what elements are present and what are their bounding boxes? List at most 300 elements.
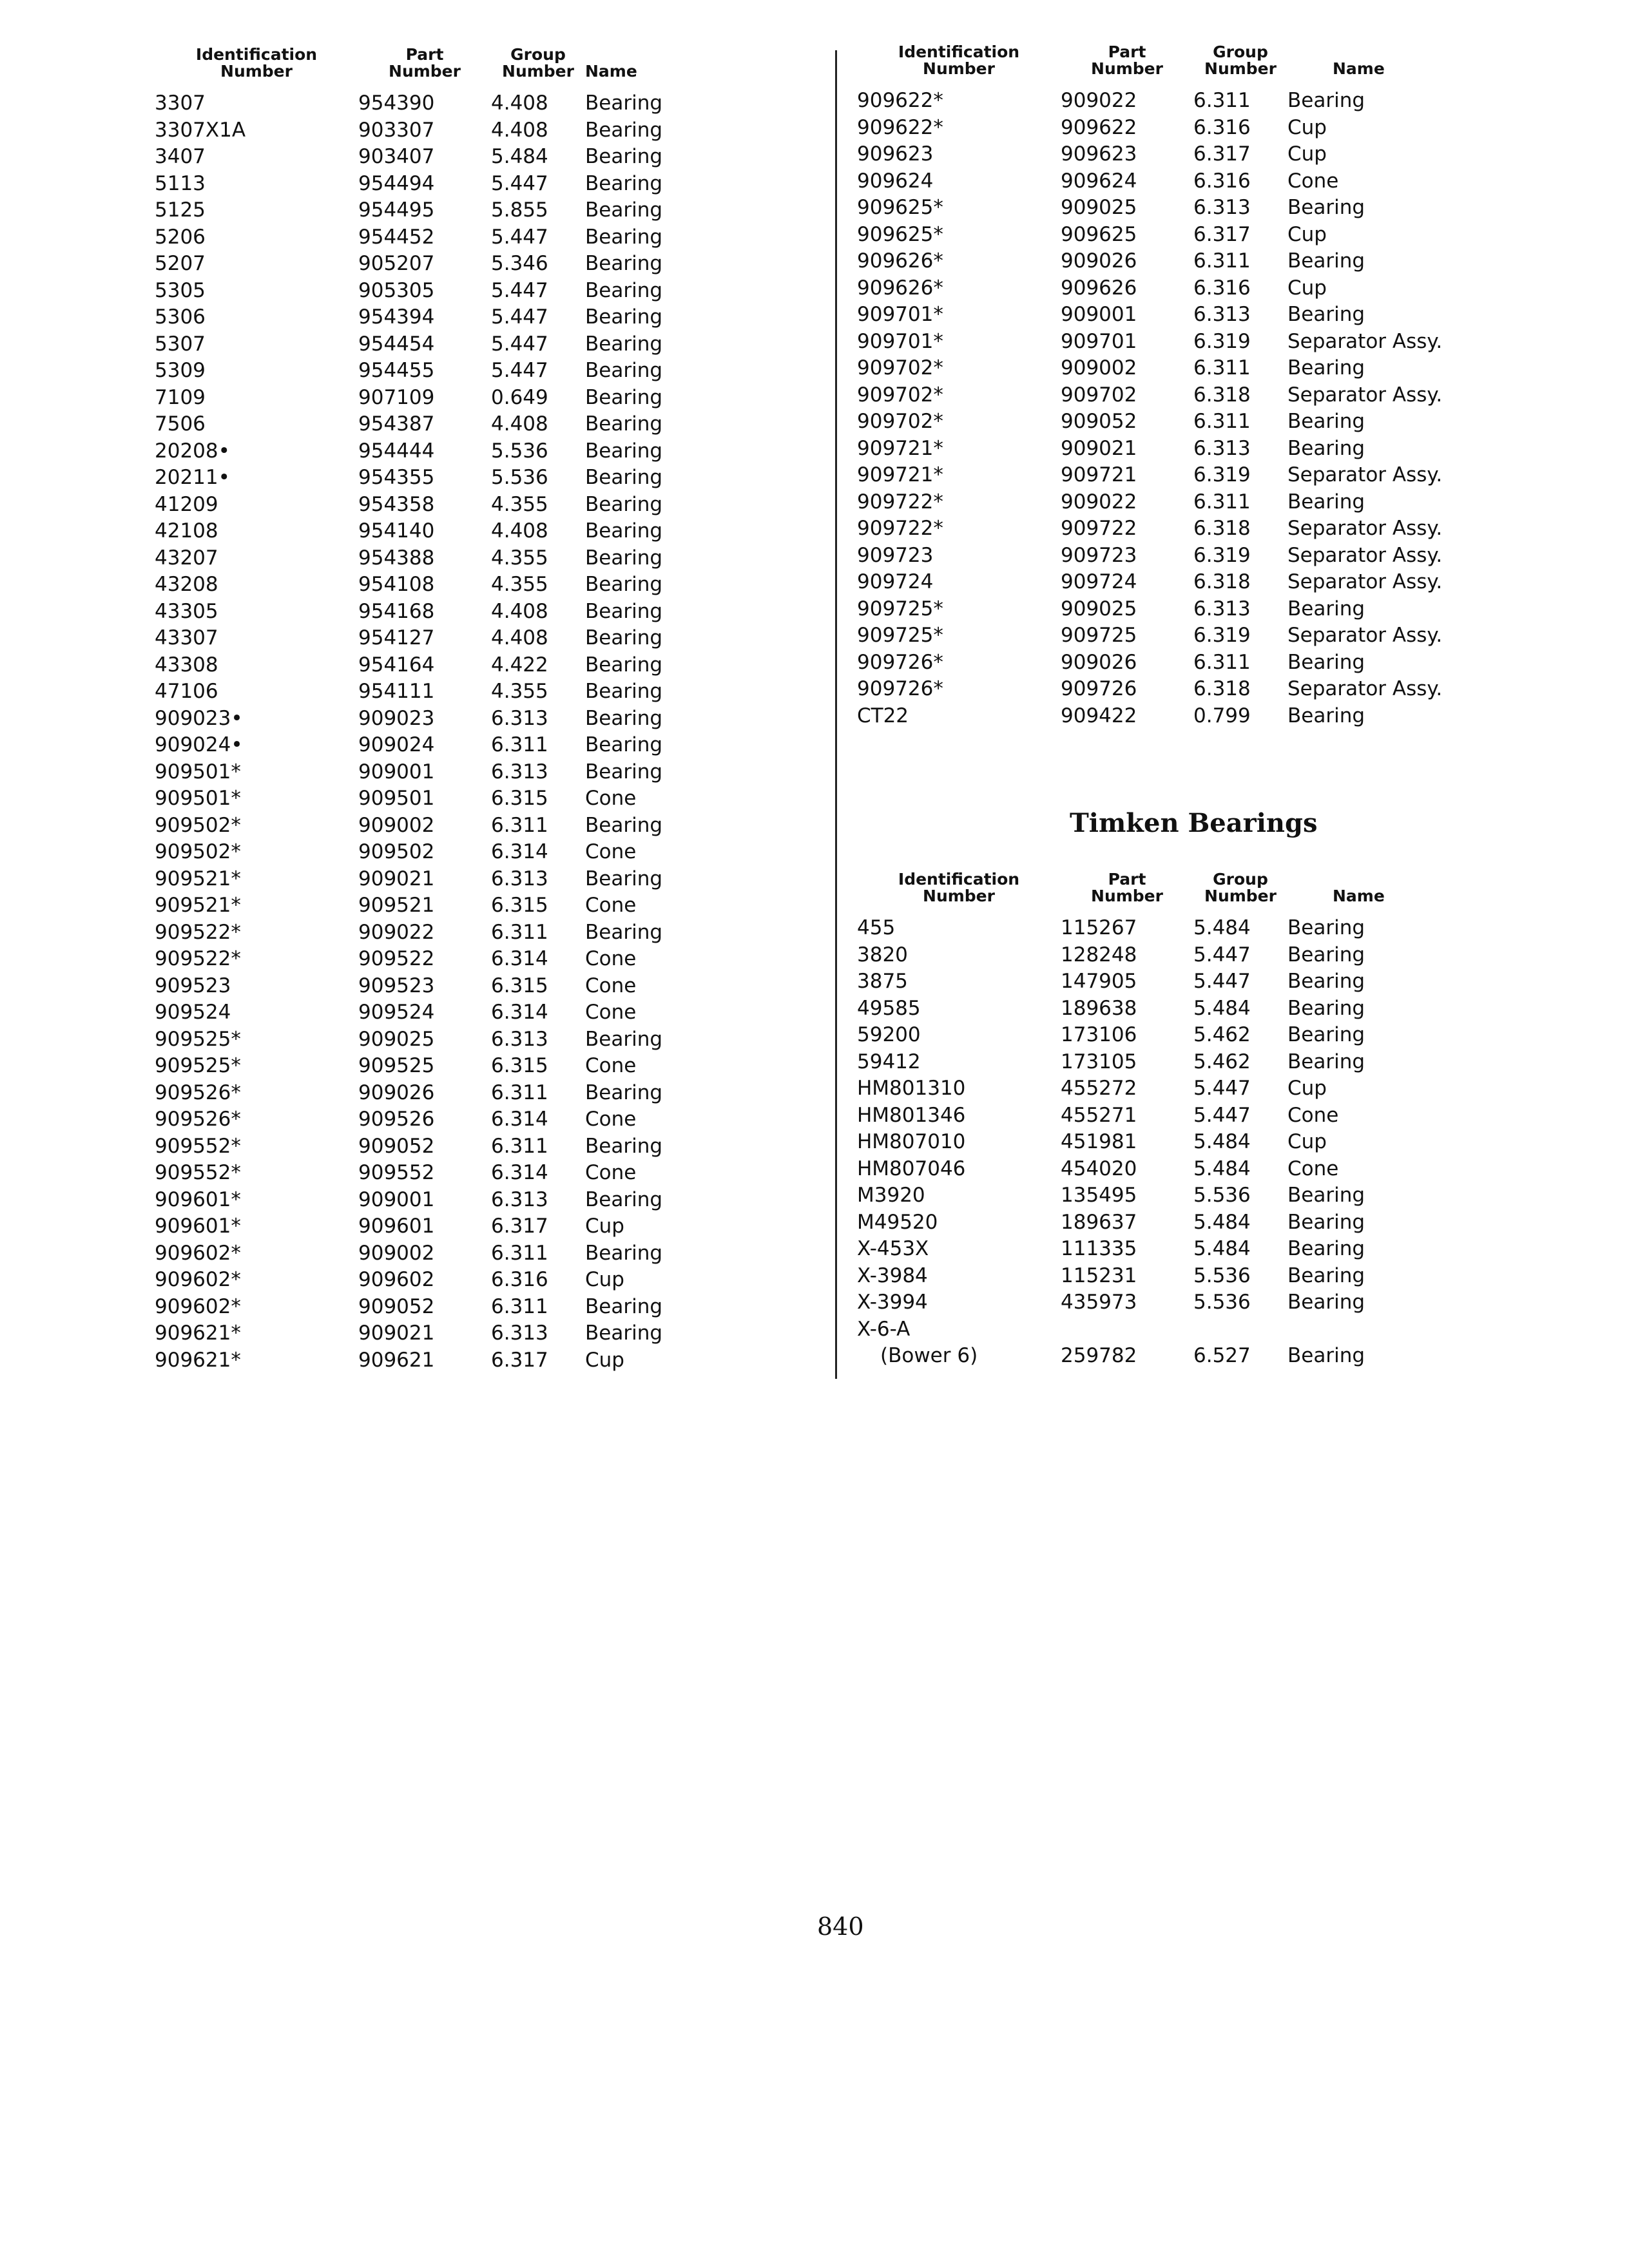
group-number-cell: 6.318 [1193, 677, 1251, 700]
table-row [155, 973, 747, 1000]
table-row [857, 88, 1501, 115]
name-cell: Cone [585, 974, 637, 997]
identification-number-cell: 3407 [155, 145, 206, 168]
table-row [857, 195, 1501, 222]
name-cell: Separator Assy. [1287, 383, 1443, 407]
group-number-cell: 5.536 [491, 439, 548, 463]
table-row [155, 678, 747, 706]
table-row [155, 90, 747, 117]
group-number-cell: 5.447 [1193, 943, 1251, 966]
name-cell: Bearing [585, 332, 663, 356]
table-row [155, 492, 747, 519]
name-cell: Bearing [585, 519, 663, 543]
header-identification-number: Identification Number [195, 45, 318, 81]
identification-number-cell: 909721* [857, 436, 943, 460]
name-cell: Bearing [585, 920, 663, 944]
part-number-cell: 903307 [358, 118, 435, 142]
table-row [155, 866, 747, 893]
identification-number-cell: 5113 [155, 171, 206, 195]
name-cell: Separator Assy. [1287, 543, 1443, 567]
table-row [857, 1182, 1501, 1209]
group-number-cell: 6.311 [491, 920, 548, 944]
name-cell: Cone [585, 894, 637, 917]
identification-number-cell: 43207 [155, 546, 218, 570]
part-number-cell: 455272 [1061, 1077, 1137, 1100]
name-cell: Bearing [585, 171, 663, 195]
part-number-cell: 909523 [358, 974, 435, 997]
identification-number-cell: M3920 [857, 1184, 925, 1207]
part-number-cell: 909025 [358, 1027, 435, 1051]
name-cell: Bearing [585, 626, 663, 649]
identification-number-cell: 909023• [155, 706, 243, 730]
group-number-cell: 6.314 [491, 947, 548, 970]
part-number-cell: 909602 [358, 1268, 435, 1291]
name-cell: Bearing [585, 760, 663, 783]
identification-number-cell: 3820 [857, 943, 908, 966]
group-number-cell: 5.447 [491, 278, 548, 302]
name-cell [1287, 1316, 1501, 1343]
name-cell: Bearing [585, 573, 663, 596]
part-number-cell: 454020 [1061, 1157, 1137, 1180]
name-cell: Bearing [585, 706, 663, 730]
group-number-cell: 6.313 [491, 1027, 548, 1051]
group-number-cell: 6.318 [1193, 383, 1251, 407]
group-number-cell: 4.355 [491, 573, 548, 596]
group-number-cell: 6.311 [1193, 89, 1251, 112]
part-number-cell: 435973 [1061, 1291, 1137, 1314]
part-number-cell: 128248 [1061, 943, 1137, 966]
part-number-cell: 903407 [358, 145, 435, 168]
group-number-cell: 6.316 [1193, 115, 1251, 139]
identification-number-cell: 909624 [857, 169, 934, 193]
name-cell: Bearing [1287, 1184, 1365, 1207]
name-cell: Bearing [585, 733, 663, 756]
identification-number-cell: 909726* [857, 650, 943, 674]
table-row [155, 144, 747, 171]
group-number-cell: 6.317 [1193, 222, 1251, 246]
table-row [857, 995, 1501, 1023]
name-cell: Bearing [1287, 1264, 1365, 1287]
group-number-cell: 4.408 [491, 599, 548, 623]
table-row [857, 436, 1501, 463]
group-number-cell: 6.313 [491, 1187, 548, 1211]
table-row [155, 1347, 747, 1374]
name-cell: Separator Assy. [1287, 517, 1443, 540]
header-identification-number: Identification Number [898, 43, 1020, 78]
group-number-cell: 6.313 [1193, 597, 1251, 620]
table-row [155, 1133, 747, 1160]
table-row [155, 358, 747, 385]
group-number-cell: 4.408 [491, 118, 548, 142]
table-row [155, 572, 747, 599]
header-name: Name [1333, 59, 1385, 78]
table-row [155, 1160, 747, 1187]
table-row [857, 622, 1501, 649]
part-number-cell: 909026 [1061, 650, 1137, 674]
name-cell: Bearing [585, 1241, 663, 1265]
table-row [857, 968, 1501, 995]
part-number-cell: 909624 [1061, 169, 1137, 193]
part-number-cell: 135495 [1061, 1184, 1137, 1207]
name-cell: Cone [1287, 1157, 1339, 1180]
table-row [155, 385, 747, 412]
group-number-cell: 6.316 [491, 1268, 548, 1291]
table-row [857, 942, 1501, 969]
table-header-row [155, 46, 747, 90]
name-cell: Separator Assy. [1287, 677, 1443, 700]
identification-number-cell: HM807046 [857, 1157, 966, 1180]
name-cell: Bearing [585, 466, 663, 489]
part-number-cell: 909023 [358, 706, 435, 730]
part-number-cell: 954495 [358, 198, 435, 222]
table-row [857, 302, 1501, 329]
part-number-cell: 909601 [358, 1215, 435, 1238]
part-number-cell: 954108 [358, 573, 435, 596]
table-row [155, 1267, 747, 1294]
table-row [857, 1263, 1501, 1290]
name-cell: Bearing [585, 1187, 663, 1211]
name-cell: Cup [1287, 276, 1327, 300]
table-row [857, 382, 1501, 409]
table-row [857, 141, 1501, 168]
table-row [155, 732, 747, 759]
name-cell: Cone [585, 1054, 637, 1077]
part-number-cell: 909002 [358, 813, 435, 837]
name-cell: Bearing [1287, 943, 1365, 966]
table-row [857, 703, 1501, 730]
group-number-cell: 6.316 [1193, 169, 1251, 193]
part-number-cell: 909502 [358, 840, 435, 863]
header-name: Name [1333, 887, 1385, 905]
identification-number-cell: M49520 [857, 1210, 938, 1234]
part-number-cell: 954394 [358, 305, 435, 329]
part-number-cell: 909001 [358, 1187, 435, 1211]
name-cell: Cup [1287, 115, 1327, 139]
group-number-cell: 5.536 [1193, 1184, 1251, 1207]
name-cell: Bearing [585, 680, 663, 703]
table-row [857, 222, 1501, 249]
group-number-cell: 6.313 [491, 1321, 548, 1345]
part-number-cell: 909701 [1061, 329, 1137, 353]
group-number-cell: 4.408 [491, 412, 548, 436]
table-row [857, 115, 1501, 142]
name-cell: Bearing [1287, 436, 1365, 460]
identification-number-cell: 42108 [155, 519, 218, 543]
identification-number-cell: 909526* [155, 1108, 241, 1131]
group-number-cell: 5.462 [1193, 1050, 1251, 1073]
table-row [155, 652, 747, 679]
table-row [155, 1026, 747, 1053]
table-row [857, 248, 1501, 275]
table-row [857, 569, 1501, 596]
part-number-cell: 909001 [358, 760, 435, 783]
part-number-cell: 909723 [1061, 543, 1137, 567]
part-number-cell: 954390 [358, 91, 435, 115]
name-cell: Bearing [1287, 704, 1365, 727]
table-row [155, 304, 747, 331]
group-number-cell: 6.311 [491, 1081, 548, 1104]
name-cell: Bearing [1287, 1237, 1365, 1260]
group-number-cell: 5.484 [1193, 1157, 1251, 1180]
header-group-number: Group Number [1204, 43, 1277, 78]
group-number-cell: 5.447 [491, 359, 548, 382]
identification-number-cell: CT22 [857, 704, 909, 727]
identification-number-cell: 909723 [857, 543, 934, 567]
group-number-cell: 0.799 [1193, 704, 1251, 727]
name-cell: Cone [585, 1001, 637, 1024]
identification-number-cell: HM801310 [857, 1077, 966, 1100]
part-number-cell: 954111 [358, 680, 435, 703]
name-cell: Cup [1287, 1130, 1327, 1153]
part-number-cell: 909623 [1061, 142, 1137, 166]
identification-number-cell: 909526* [155, 1081, 241, 1104]
table-row [155, 1106, 747, 1133]
part-number-cell: 909422 [1061, 704, 1137, 727]
table-row [857, 515, 1501, 543]
table-row [857, 329, 1501, 356]
identification-number-cell: 909724 [857, 570, 934, 593]
part-number-cell: 909022 [1061, 89, 1137, 112]
name-cell: Bearing [585, 1321, 663, 1345]
part-number-cell: 905305 [358, 278, 435, 302]
identification-number-cell: 43308 [155, 653, 218, 677]
part-number-cell: 909552 [358, 1161, 435, 1184]
name-cell: Bearing [585, 118, 663, 142]
table-row [155, 785, 747, 812]
name-cell: Bearing [585, 252, 663, 275]
group-number-cell: 5.447 [491, 332, 548, 356]
table-row [857, 1049, 1501, 1076]
identification-number-cell: (Bower 6) [880, 1344, 978, 1367]
right-column [857, 44, 1501, 729]
part-number-cell: 954454 [358, 332, 435, 356]
table-row [857, 1022, 1501, 1049]
identification-number-cell: 909725* [857, 624, 943, 647]
name-cell: Bearing [1287, 89, 1365, 112]
part-number-cell: 954355 [358, 466, 435, 489]
part-number-cell: 455271 [1061, 1103, 1137, 1127]
header-group-number: Group Number [1204, 870, 1277, 905]
part-number-cell: 909026 [1061, 249, 1137, 273]
table-row [155, 545, 747, 572]
table-row [857, 649, 1501, 677]
identification-number-cell: 909602* [155, 1294, 241, 1318]
identification-number-cell: 909622* [857, 115, 943, 139]
table-row [155, 411, 747, 438]
identification-number-cell: 909024• [155, 733, 243, 756]
group-number-cell: 5.855 [491, 198, 548, 222]
table-row [857, 1156, 1501, 1183]
part-number-cell: 909525 [358, 1054, 435, 1077]
part-number-cell: 954168 [358, 599, 435, 623]
name-cell: Bearing [585, 198, 663, 222]
name-cell: Bearing [1287, 996, 1365, 1020]
group-number-cell: 6.311 [1193, 410, 1251, 433]
part-number-cell: 909001 [1061, 303, 1137, 326]
name-cell: Bearing [585, 359, 663, 382]
group-number-cell: 6.319 [1193, 463, 1251, 486]
table-row [857, 1316, 1501, 1343]
group-number-cell: 5.536 [1193, 1291, 1251, 1314]
name-cell: Cone [585, 1108, 637, 1131]
identification-number-cell: 909602* [155, 1241, 241, 1265]
part-number-cell: 954387 [358, 412, 435, 436]
identification-number-cell: X-6-A [857, 1317, 911, 1341]
group-number-cell: 6.316 [1193, 276, 1251, 300]
group-number-cell: 6.311 [491, 1241, 548, 1265]
name-cell: Cup [585, 1215, 624, 1238]
part-number-cell: 954164 [358, 653, 435, 677]
group-number-cell: 5.536 [491, 466, 548, 489]
identification-number-cell: 909621* [155, 1321, 241, 1345]
part-number-cell [1061, 1316, 1193, 1343]
part-number-cell: 909722 [1061, 517, 1137, 540]
identification-number-cell: 909502* [155, 840, 241, 863]
group-number-cell: 5.484 [491, 145, 548, 168]
group-number-cell: 6.313 [491, 760, 548, 783]
identification-number-cell: 909726* [857, 677, 943, 700]
table-row [155, 706, 747, 733]
identification-number-cell: 909623 [857, 142, 934, 166]
group-number-cell: 6.315 [491, 787, 548, 810]
name-cell: Bearing [585, 653, 663, 677]
part-number-cell: 147905 [1061, 970, 1137, 993]
identification-number-cell: 7506 [155, 412, 206, 436]
identification-number-cell: 47106 [155, 680, 218, 703]
group-number-cell: 6.313 [491, 706, 548, 730]
part-number-cell: 909626 [1061, 276, 1137, 300]
part-number-cell: 189638 [1061, 996, 1137, 1020]
part-number-cell: 909702 [1061, 383, 1137, 407]
part-number-cell: 909052 [1061, 410, 1137, 433]
identification-number-cell: 5206 [155, 225, 206, 249]
name-cell: Bearing [585, 385, 663, 409]
name-cell: Bearing [585, 492, 663, 516]
group-number-cell: 5.447 [491, 305, 548, 329]
group-number-cell: 5.484 [1193, 1130, 1251, 1153]
name-cell: Bearing [585, 1081, 663, 1104]
group-number-cell: 6.314 [491, 1001, 548, 1024]
name-cell: Bearing [585, 439, 663, 463]
part-number-cell: 909022 [1061, 490, 1137, 514]
identification-number-cell: 909521* [155, 894, 241, 917]
group-number-cell: 5.462 [1193, 1023, 1251, 1046]
table-row [857, 915, 1501, 942]
header-name: Name [585, 62, 637, 81]
name-cell: Bearing [585, 412, 663, 436]
group-number-cell: 6.311 [491, 733, 548, 756]
identification-number-cell: 909621* [155, 1348, 241, 1372]
identification-number-cell: 3875 [857, 970, 908, 993]
name-cell: Bearing [585, 305, 663, 329]
group-number-cell: 6.311 [1193, 490, 1251, 514]
table-row [155, 518, 747, 545]
identification-number-cell: 909523 [155, 974, 231, 997]
group-number-cell: 4.408 [491, 519, 548, 543]
parts-table-left [155, 46, 747, 1374]
identification-number-cell: HM807010 [857, 1130, 966, 1153]
identification-number-cell: 909502* [155, 813, 241, 837]
table-row [155, 1080, 747, 1107]
table-row [857, 1209, 1501, 1236]
name-cell: Cone [585, 787, 637, 810]
identification-number-cell: X-453X [857, 1237, 929, 1260]
identification-number-cell: 909622* [857, 89, 943, 112]
name-cell: Bearing [1287, 1344, 1365, 1367]
name-cell: Cone [1287, 1103, 1339, 1127]
table-row [857, 1102, 1501, 1129]
name-cell: Bearing [585, 813, 663, 837]
identification-number-cell: 909522* [155, 947, 241, 970]
name-cell: Bearing [585, 91, 663, 115]
group-number-cell: 6.311 [1193, 650, 1251, 674]
group-number-cell: 6.317 [491, 1348, 548, 1372]
part-number-cell: 954455 [358, 359, 435, 382]
part-number-cell: 954444 [358, 439, 435, 463]
header-part-number: Part Number [1091, 870, 1163, 905]
identification-number-cell: 909521* [155, 867, 241, 890]
identification-number-cell: 909601* [155, 1215, 241, 1238]
group-number-cell: 0.649 [491, 385, 548, 409]
group-number-cell: 4.355 [491, 546, 548, 570]
identification-number-cell: 909602* [155, 1268, 241, 1291]
group-number-cell: 5.484 [1193, 1237, 1251, 1260]
name-cell: Bearing [1287, 490, 1365, 514]
part-number-cell: 909521 [358, 894, 435, 917]
group-number-cell: 5.536 [1193, 1264, 1251, 1287]
column-divider [835, 50, 837, 1379]
table-row [155, 1053, 747, 1080]
identification-number-cell: 909501* [155, 760, 241, 783]
part-number-cell: 909524 [358, 1001, 435, 1024]
part-number-cell: 909024 [358, 733, 435, 756]
table-row [155, 465, 747, 492]
table-row [857, 1236, 1501, 1263]
identification-number-cell: 909501* [155, 787, 241, 810]
table-row [857, 462, 1501, 489]
name-cell: Bearing [585, 145, 663, 168]
timken-section-title: Timken Bearings [1070, 808, 1318, 838]
identification-number-cell: 43305 [155, 599, 218, 623]
name-cell: Cone [585, 840, 637, 863]
group-number-cell: 5.447 [1193, 970, 1251, 993]
identification-number-cell: HM801346 [857, 1103, 966, 1127]
table-row [155, 919, 747, 947]
group-number-cell: 6.319 [1193, 624, 1251, 647]
name-cell: Bearing [585, 225, 663, 249]
part-number-cell: 909724 [1061, 570, 1137, 593]
table-row [857, 489, 1501, 516]
group-number-cell: 5.346 [491, 252, 548, 275]
group-number-cell: 5.484 [1193, 1210, 1251, 1234]
group-number-cell: 5.484 [1193, 996, 1251, 1020]
group-number-cell: 4.408 [491, 626, 548, 649]
part-number-cell: 909025 [1061, 196, 1137, 219]
table-row [155, 1320, 747, 1347]
name-cell: Bearing [585, 278, 663, 302]
table-row [857, 1129, 1501, 1156]
group-number-cell: 6.527 [1193, 1344, 1251, 1367]
identification-number-cell: 59412 [857, 1050, 921, 1073]
identification-number-cell: 41209 [155, 492, 218, 516]
table-row [155, 999, 747, 1026]
parts-table-timken [857, 871, 1501, 1370]
name-cell: Bearing [1287, 356, 1365, 380]
table-row [155, 171, 747, 198]
name-cell: Bearing [1287, 196, 1365, 219]
name-cell: Bearing [1287, 970, 1365, 993]
part-number-cell: 954358 [358, 492, 435, 516]
